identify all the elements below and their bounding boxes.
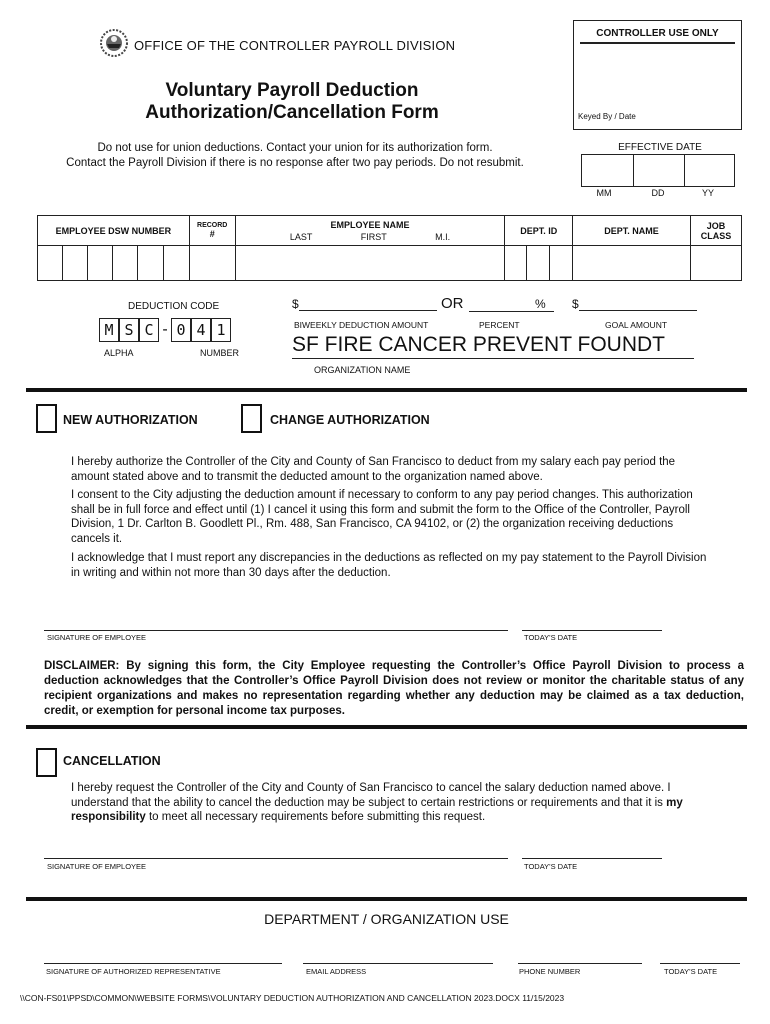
dsw-header: EMPLOYEE DSW NUMBER <box>38 216 190 246</box>
new-authorization-checkbox[interactable] <box>36 404 57 433</box>
office-name: OFFICE OF THE CONTROLLER PAYROLL DIVISION <box>134 38 456 53</box>
first-name-label: FIRST <box>360 231 387 242</box>
last-name-label: LAST <box>289 231 313 242</box>
dept-use-heading: DEPARTMENT / ORGANIZATION USE <box>264 911 509 927</box>
file-path-footer: \\CON-FS01\PPSD\COMMON\WEBSITE FORMS\VOLUNTARY DEDUCTION AUTHORIZATION AND CANCELLATION 2023.DOCX 11/15/2023 <box>20 993 565 1003</box>
biweekly-label: BIWEEKLY DEDUCTION AMOUNT <box>294 320 429 330</box>
code-char: C <box>139 318 159 342</box>
number-label: NUMBER <box>200 348 240 358</box>
employee-name-label: EMPLOYEE NAME <box>330 219 410 230</box>
percent-sign: % <box>535 297 546 311</box>
dsw-digit-field[interactable] <box>112 246 137 281</box>
organization-name-label: ORGANIZATION NAME <box>314 365 411 375</box>
keyed-by-label: Keyed By / Date <box>578 112 636 121</box>
dollar-sign: $ <box>292 297 299 311</box>
email-line[interactable] <box>303 963 493 964</box>
section-divider <box>26 897 747 901</box>
effective-date-yy-field[interactable] <box>684 154 735 187</box>
record-header <box>189 216 235 246</box>
record-number-field[interactable] <box>189 246 235 281</box>
job-class-field[interactable] <box>690 246 741 281</box>
mm-label: MM <box>596 188 612 198</box>
form-title-line1: Voluntary Payroll Deduction <box>165 80 419 101</box>
dsw-digit-field[interactable] <box>87 246 112 281</box>
cancellation-checkbox[interactable] <box>36 748 57 777</box>
dsw-digit-field[interactable] <box>163 246 189 281</box>
dollar-sign-goal: $ <box>572 297 579 311</box>
job-class-line1: JOB <box>706 220 726 231</box>
goal-label: GOAL AMOUNT <box>605 320 668 330</box>
date-label: TODAY'S DATE <box>524 633 578 642</box>
email-label: EMAIL ADDRESS <box>306 967 367 976</box>
rep-signature-line[interactable] <box>44 963 282 964</box>
effective-date-mm-field[interactable] <box>581 154 634 187</box>
authorization-paragraph-2: I consent to the City adjusting the deduction amount if necessary to conform to any pay period changes. This authorization shall be in full force and effect until (1) I cancel it using this form and submit the form to the Office of the Controller, Payroll Division, 1 Dr. Carlton B. Goodlett Pl., Rm. 488, San Francisco, CA 94102, or (2) the organization receiving deductions cancels it. <box>71 489 693 545</box>
section-divider <box>26 725 747 729</box>
dept-id-digit-field[interactable] <box>505 246 527 281</box>
cancellation-text: I hereby request the Controller of the City and County of San Francisco to cancel the salary deduction named above. I understand that the ability to cancel the deduction may be subject to certain restrictions or requirements and that it is <box>71 782 671 809</box>
authorization-paragraph-1: I hereby authorize the Controller of the City and County of San Francisco to deduct from my salary each pay period the amount stated above and to transmit the deducted amount to the organization named above. <box>71 456 676 483</box>
cancellation-date-line[interactable] <box>522 858 662 859</box>
section-divider <box>26 388 747 392</box>
or-text: OR <box>441 295 464 312</box>
organization-name-value[interactable]: SF FIRE CANCER PREVENT FOUNDT <box>292 333 694 359</box>
dd-label: DD <box>651 188 665 198</box>
employee-info-table <box>37 215 742 281</box>
deduction-code-label: DEDUCTION CODE <box>128 301 220 312</box>
code-char: 0 <box>171 318 191 342</box>
record-header-line1: RECORD <box>197 222 228 229</box>
cancellation-paragraph <box>71 781 711 825</box>
phone-line[interactable] <box>518 963 642 964</box>
cancellation-date-label: TODAY'S DATE <box>524 862 578 871</box>
employee-date-line[interactable] <box>522 630 662 631</box>
signature-label: SIGNATURE OF EMPLOYEE <box>47 633 147 642</box>
cancellation-text-end: to meet all necessary requirements before submitting this request. <box>145 811 486 824</box>
code-dash: - <box>162 321 168 338</box>
dept-date-label: TODAY'S DATE <box>664 967 718 976</box>
dept-name-field[interactable] <box>573 246 691 281</box>
code-char: 1 <box>211 318 231 342</box>
new-authorization-label: NEW AUTHORIZATION <box>63 413 198 427</box>
change-authorization-label: CHANGE AUTHORIZATION <box>270 413 430 427</box>
phone-label: PHONE NUMBER <box>519 967 581 976</box>
percent-field[interactable] <box>469 297 554 312</box>
instructions <box>30 141 560 171</box>
employee-name-header <box>235 216 505 246</box>
code-char: S <box>119 318 139 342</box>
dept-date-line[interactable] <box>660 963 740 964</box>
percent-label: PERCENT <box>479 320 520 330</box>
dept-id-digit-field[interactable] <box>550 246 573 281</box>
cancellation-signature-label: SIGNATURE OF EMPLOYEE <box>47 862 147 871</box>
employee-signature-line[interactable] <box>44 630 508 631</box>
cancellation-signature-line[interactable] <box>44 858 508 859</box>
change-authorization-checkbox[interactable] <box>241 404 262 433</box>
job-class-line2: CLASS <box>700 230 732 241</box>
goal-amount-field[interactable] <box>572 297 697 311</box>
code-char: 4 <box>191 318 211 342</box>
dept-id-header: DEPT. ID <box>505 216 573 246</box>
form-title <box>92 80 492 124</box>
mi-label: M.I. <box>435 231 451 242</box>
authorization-paragraph-3: I acknowledge that I must report any discrepancies in the deductions as reflected on my pay statement to the Payroll Division in writing and within not more than 30 days after the deduction. <box>71 552 707 579</box>
dsw-digit-field[interactable] <box>38 246 63 281</box>
dsw-digit-field[interactable] <box>137 246 163 281</box>
deduction-code <box>99 318 231 342</box>
employee-name-field[interactable] <box>235 246 505 281</box>
job-class-header <box>690 216 741 246</box>
code-char: M <box>99 318 119 342</box>
record-header-line2: # <box>209 229 215 239</box>
instruction-line1: Do not use for union deductions. Contact your union for its authorization form. <box>97 142 493 154</box>
controller-use-heading: CONTROLLER USE ONLY <box>580 28 735 44</box>
city-seal-logo <box>98 28 130 58</box>
rep-signature-label: SIGNATURE OF AUTHORIZED REPRESENTATIVE <box>46 967 221 976</box>
dsw-digit-field[interactable] <box>62 246 87 281</box>
form-title-line2: Authorization/Cancellation Form <box>145 102 439 123</box>
cancellation-text-bold: my responsibility <box>71 796 683 824</box>
dept-name-header: DEPT. NAME <box>573 216 691 246</box>
biweekly-amount-field[interactable] <box>292 297 437 311</box>
cancellation-label: CANCELLATION <box>63 754 161 768</box>
instruction-line2: Contact the Payroll Division if there is no response after two pay periods. Do not resubmit. <box>66 157 524 169</box>
effective-date-label: EFFECTIVE DATE <box>618 142 702 153</box>
effective-date-dd-field[interactable] <box>633 154 685 187</box>
alpha-label: ALPHA <box>104 348 134 358</box>
yy-label: YY <box>701 188 714 198</box>
disclaimer: DISCLAIMER: By signing this form, the City Employee requesting the Controller’s Office Payroll Division to process a deduction acknowledges that the Controller’s Office Payroll Division does not review or monitor the charitable status of any recipient organizations and makes no representation regarding whether any deduction may be claimed as a tax deduction, credit, or exemption for personal income tax purposes. <box>44 660 744 717</box>
dept-id-digit-field[interactable] <box>527 246 550 281</box>
